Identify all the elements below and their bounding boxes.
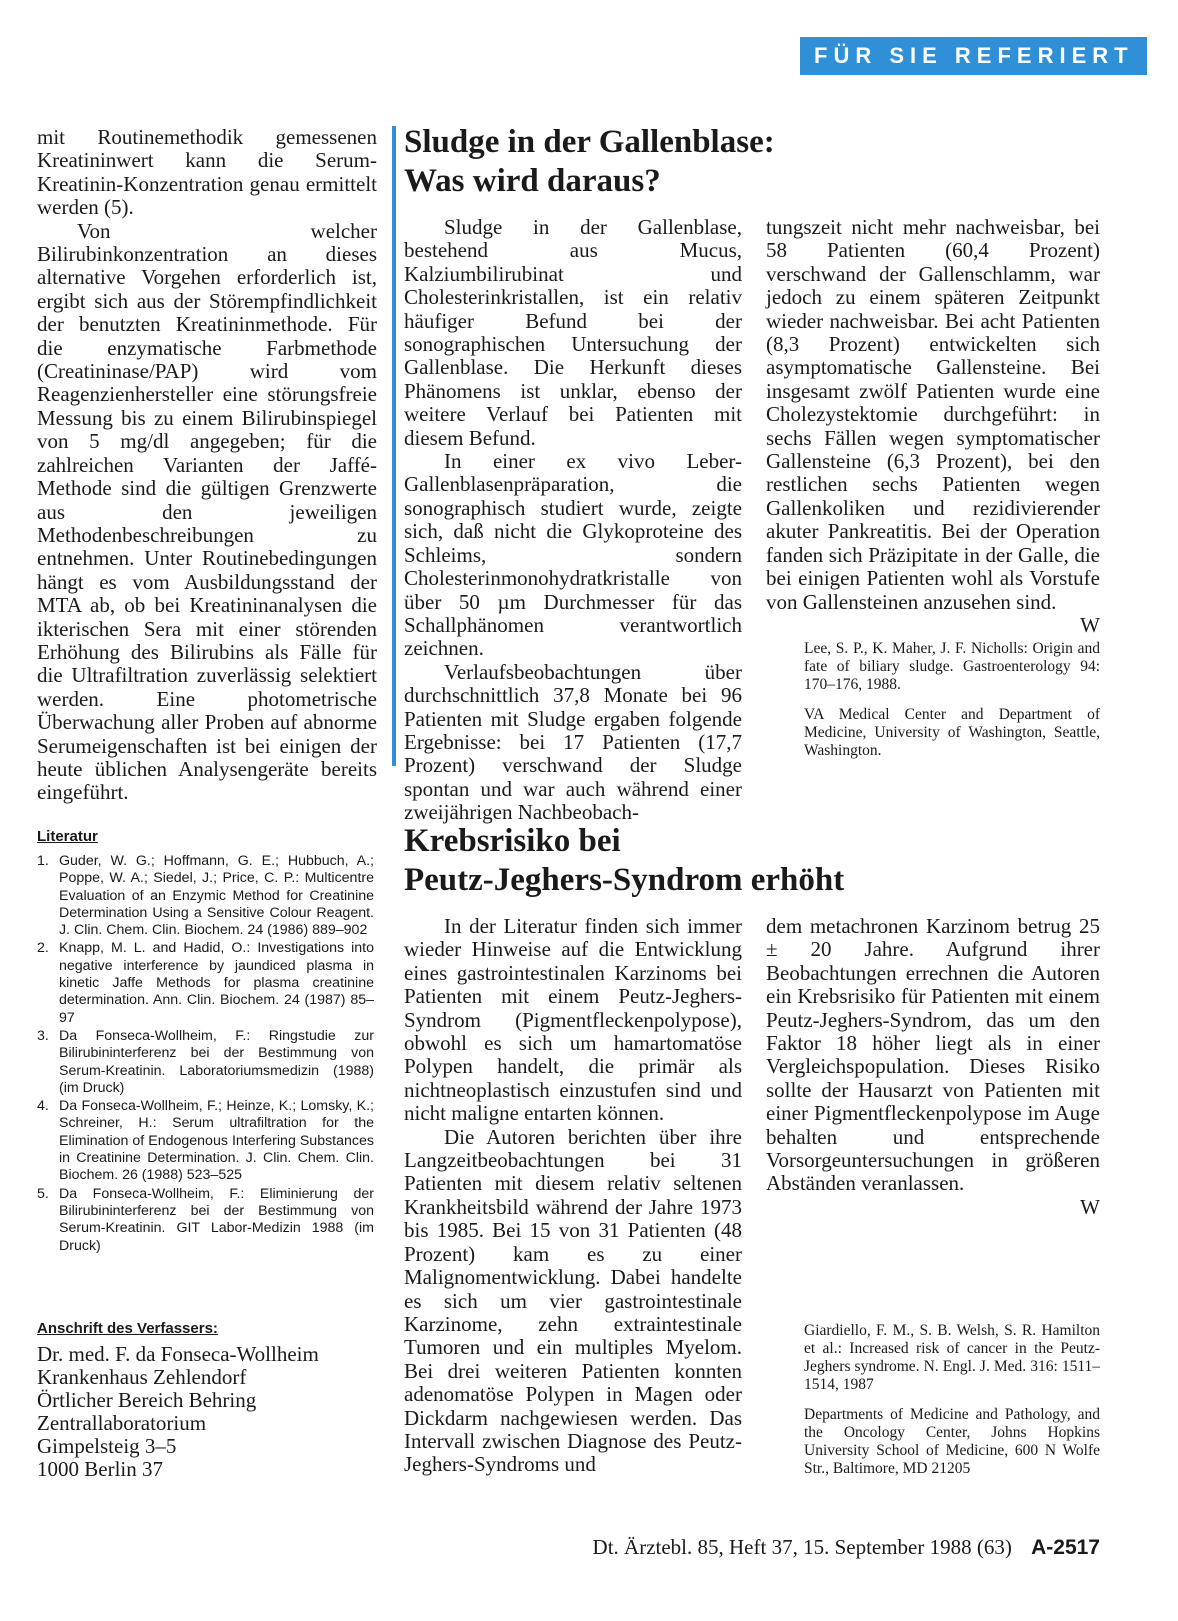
page-number: A-2517: [1031, 1536, 1100, 1559]
article1-paragraph: Verlaufsbeobachtungen über durchschnittlich 37,8 Monate bei 96 Patienten mit Sludge ergaben folgende Ergebnisse: bei 17 Patienten (17,7 Prozent) verschwand der Sludge spontan und war auch während einer zweijährigen Nachbeobach-: [404, 659, 742, 825]
article1-signature: W: [1080, 612, 1100, 637]
author-address-section: [37, 1320, 374, 1481]
address-line: Örtlicher Bereich Behring: [37, 1388, 257, 1412]
article2-headline-line1: Krebsrisiko bei: [404, 823, 621, 859]
address-line: Dr. med. F. da Fonseca-Wollheim: [37, 1342, 319, 1366]
literature-heading: Literatur: [37, 828, 98, 845]
article2-paragraph: In der Literatur finden sich immer wieder Hinweise auf die Entwicklung eines gastrointestinalen Karzinoms bei Patienten mit einem Peutz-Jeghers-Syndrom (Pigmentfleckenpolypose), obwohl es sich um hamartomatöse Polypen handelt, die primär als nichtneoplastisch einzustufen sind und nicht maligne entarten können.: [404, 914, 742, 1126]
article2-signature: W: [1080, 1194, 1100, 1219]
article1-paragraph: Sludge in der Gallenblase, bestehend aus Mucus, Kalziumbilirubinat und Cholesterinkristallen, ist ein relativ häufiger Befund bei der sonographischen Untersuchung der Gallenblase. Die Herkunft dieses Phänomens ist unklar, ebenso der weitere Verlauf bei Patienten mit diesem Befund.: [404, 215, 742, 450]
reference-item: 1. Guder, W. G.; Hoffmann, G. E.; Hubbuch, A.; Poppe, W. A.; Siedel, J.; Price, C. P.: Multicentre Evaluation of an Enzymic Method for Creatinine Determination Using a Sensitive Colour Reagent. J. Clin. Chem. Clin. Biochem. 24 (1986) 889–902: [37, 853, 374, 939]
reference-item: 4. Da Fonseca-Wollheim, F.; Heinze, K.; Lomsky, K.; Schreiner, H.: Serum ultrafiltration for the Elimination of Endogenous Interfering Substances in Creatinine Determination. J. Clin. Chem. Clin. Biochem. 26 (1988) 523–525: [37, 1098, 374, 1184]
address-line: Gimpelsteig 3–5: [37, 1434, 177, 1458]
article1-affiliation: VA Medical Center and Department of Medicine, University of Washington, Seattle, Washington.: [804, 706, 1100, 759]
article2-affiliation: Departments of Medicine and Pathology, and the Oncology Center, Johns Hopkins University School of Medicine, 600 N Wolfe Str., Baltimore, MD 21205: [804, 1406, 1100, 1477]
article2-headline-line2: Peutz-Jeghers-Syndrom erhöht: [404, 862, 845, 898]
left-paragraph: Von welcher Bilirubinkonzentration an dieses alternative Vorgehen erforderlich ist, ergibt sich aus der Störempfindlichkeit der benutzten Kreatininmethode. Für die enzymatische Farbmethode (Creatininase/PAP) wird vom Reagenzienhersteller eine störungsfreie Messung bis zu einem Bilirubinspiegel von 5 mg/dl angegeben; für die zahlreichen Varianten der Jaffé-Methode sind die gültigen Grenzwerte aus den jeweiligen Methodenbeschreibungen zu entnehmen. Unter Routinebedingungen hängt es vom Ausbildungsstand der MTA ab, ob bei Kreatininanalysen die ikterischen Sera mit einer störenden Erhöhung des Bilirubins als Fälle für die Ultrafiltration zuverlässig selektiert werden. Eine photometrische Überwachung aller Proben auf abnorme Serumeigenschaften ist bei einigen der heute üblichen Analysengeräte bereits eingeführt.: [37, 218, 377, 805]
address-heading: Anschrift des Verfassers:: [37, 1320, 218, 1337]
article2-column1: [404, 915, 742, 1477]
article2-citation: Giardiello, F. M., S. B. Welsh, S. R. Hamilton et al.: Increased risk of cancer in the Peutz-Jeghers syndrome. N. Engl. J. Med. 316: 1511–1514, 1987: [804, 1322, 1100, 1393]
left-paragraph: mit Routinemethodik gemessenen Kreatininwert kann die Serum-Kreatinin-Konzentration genau ermittelt werden (5).: [37, 125, 377, 220]
article1-column1: [404, 216, 742, 825]
reference-item: 2. Knapp, M. L. and Hadid, O.: Investigations into negative interference by jaundiced plasma in kinetic Jaffe Methods for plasma creatinine determination. Ann. Clin. Biochem. 24 (1987) 85–97: [37, 940, 374, 1026]
section-banner: FÜR SIE REFERIERT: [800, 37, 1147, 75]
article1-headline-line2: Was wird daraus?: [404, 163, 661, 199]
left-column-text: [37, 126, 377, 805]
article1-paragraph: In einer ex vivo Leber-Gallenblasenpräparation, die sonographisch studiert wurde, zeigte sich, daß nicht die Glykoproteine des Schleims, sondern Cholesterinmonohydratkristalle von über 50 µm Durchmesser für das Schallphänomen verantwortlich zeichnen.: [404, 449, 742, 661]
address-line: 1000 Berlin 37: [37, 1457, 163, 1481]
literature-section: [37, 828, 374, 1256]
journal-reference: Dt. Ärztebl. 85, Heft 37, 15. September 1988 (63): [592, 1535, 1012, 1559]
address-line: Zentrallaboratorium: [37, 1411, 207, 1435]
article1-headline: [404, 123, 1104, 201]
article1-headline-line1: Sludge in der Gallenblase:: [404, 124, 775, 160]
article2-headline: [404, 822, 1104, 900]
reference-item: 5. Da Fonseca-Wollheim, F.: Eliminierung der Bilirubininterferenz bei der Bestimmung von Serum-Kreatinin. GIT Labor-Medizin 1988 (im Druck): [37, 1185, 374, 1254]
column-divider-rule: [392, 126, 396, 766]
article2-reference-block: [804, 1322, 1100, 1490]
page-footer: [593, 1535, 1100, 1560]
address-line: Krankenhaus Zehlendorf: [37, 1365, 247, 1389]
article1-reference-block: [804, 640, 1100, 772]
article2-column2: [766, 915, 1100, 1219]
article2-paragraph: dem metachronen Karzinom betrug 25 ± 20 Jahre. Aufgrund ihrer Beobachtungen errechnen die Autoren ein Krebsrisiko für Patienten mit einem Peutz-Jeghers-Syndrom, das um den Faktor 18 höher liegt als in einer Vergleichspopulation. Dieses Risiko sollte der Hausarzt von Patienten mit einer Pigmentfleckenpolypose im Auge behalten und entsprechende Vorsorgeuntersuchungen in größeren Abständen veranlassen.: [766, 914, 1100, 1196]
reference-list: [37, 853, 374, 1255]
article1-citation: Lee, S. P., K. Maher, J. F. Nicholls: Origin and fate of biliary sludge. Gastroenterology 94: 170–176, 1988.: [804, 640, 1100, 693]
reference-item: 3. Da Fonseca-Wollheim, F.: Ringstudie zur Bilirubininterferenz bei der Bestimmung von Serum-Kreatinin. Laboratoriumsmedizin (1988) (im Druck): [37, 1027, 374, 1096]
article2-paragraph: Die Autoren berichten über ihre Langzeitbeobachtungen bei 31 Patienten mit diesem relativ seltenen Krankheitsbild während der Jahre 1973 bis 1985. Bei 15 von 31 Patienten (48 Prozent) kam es zu einer Malignomentwicklung. Dabei handelte es sich um vier gastrointestinale Karzinome, zehn extraintestinale Tumoren und ein multiples Myelom. Bei drei weiteren Patienten konnten adenomatöse Polypen in Magen oder Dickdarm nachgewiesen werden. Das Intervall zwischen Diagnose des Peutz-Jeghers-Syndroms und: [404, 1124, 742, 1477]
article1-paragraph: tungszeit nicht mehr nachweisbar, bei 58 Patienten (60,4 Prozent) verschwand der Gallenschlamm, war jedoch zu einem späteren Zeitpunkt wieder nachweisbar. Bei acht Patienten (8,3 Prozent) entwickelten sich asymptomatische Gallensteine. Bei insgesamt zwölf Patienten wurde eine Cholezystektomie durchgeführt: in sechs Fällen wegen symptomatischer Gallensteine (6,3 Prozent), bei den restlichen sechs Patienten wegen Gallenkoliken und rezidivierender akuter Pankreatitis. Bei der Operation fanden sich Präzipitate in der Galle, die bei einigen Patienten wohl als Vorstufe von Gallensteinen anzusehen sind.: [766, 215, 1100, 614]
article1-column2: [766, 216, 1100, 637]
